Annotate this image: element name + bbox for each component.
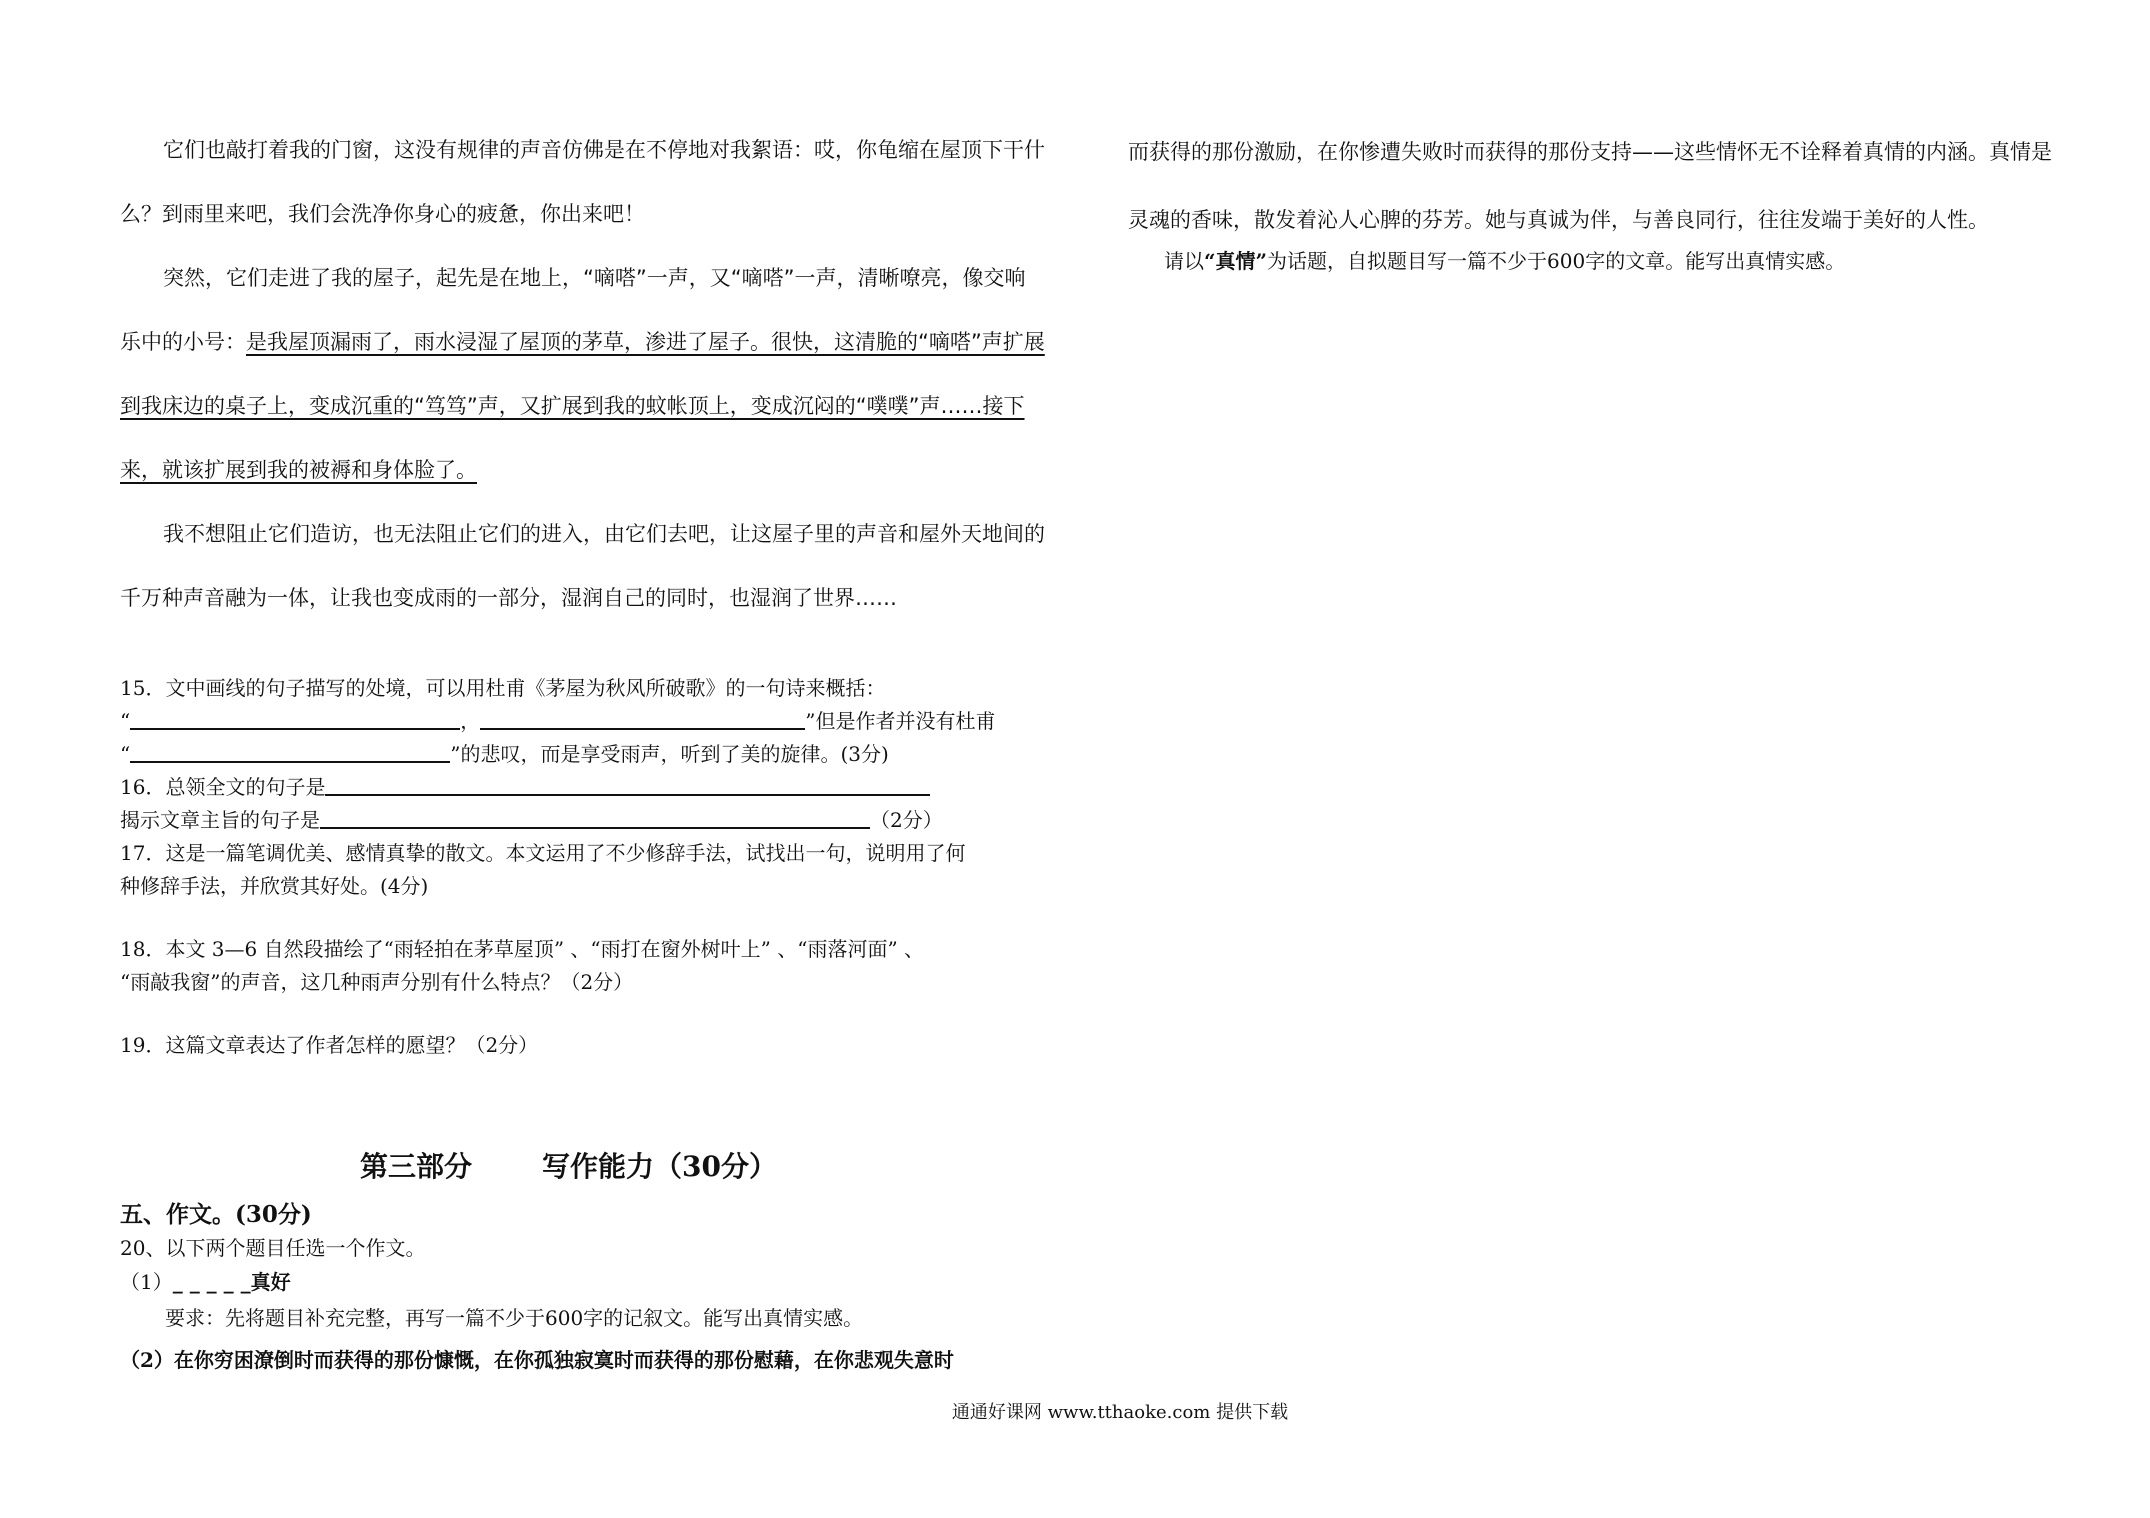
section-name: 写作能力（30分） <box>542 1150 777 1183</box>
answer-space <box>120 903 1060 933</box>
paragraph-2-start: 突然，它们走进了我的屋子，起先是在地上，“嘀嗒”一声，又“嘀嗒”一声，清晰嘹亮，像交响乐中的小号： <box>120 266 1026 354</box>
option-1-title: 真好 <box>250 1270 291 1294</box>
answer-blank-15b[interactable] <box>480 706 805 730</box>
answer-blank-16a[interactable] <box>325 772 930 796</box>
answer-blank-15c[interactable] <box>130 739 450 763</box>
answer-blank-15a[interactable] <box>130 706 460 730</box>
footer-credit: 通通好课网 www.tthaoke.com 提供下载 <box>951 1402 1289 1423</box>
section-title <box>360 1145 777 1185</box>
reading-paragraph-3: 我不想阻止它们造访，也无法阻止它们的进入，由它们去吧，让这屋子里的声音和屋外天地间的千万种声音融为一体，让我也变成雨的一部分，湿润自己的同时，也湿润了世界…… <box>120 522 1045 610</box>
question-15-line-1: 15．文中画线的句子描写的处境，可以用杜甫《茅屋为秋风所破歌》的一句诗来概括： <box>120 676 886 700</box>
question-15-line-3 <box>120 738 1060 771</box>
question-15-line-2 <box>120 705 1060 738</box>
question-16-line-2 <box>120 804 1060 837</box>
option-1 <box>120 1264 1060 1300</box>
underlined-sentence: 是我屋顶漏雨了，雨水浸湿了屋顶的茅草，渗进了屋子。很快，这清脆的“嘀嗒”声扩展到我床边的桌子上，变成沉重的“笃笃”声，又扩展到我的蚊帐顶上，变成沉闷的“噗噗”声……接下来，就该扩展到我的被褥和身体脸了。 <box>120 330 1045 482</box>
question-16-label: 16．总领全文的句子是 <box>120 775 326 799</box>
reading-paragraph-1: 它们也敲打着我的门窗，这没有规律的声音仿佛是在不停地对我絮语：哎，你龟缩在屋顶下干什么？到雨里来吧，我们会洗净你身心的疲惫，你出来吧！ <box>120 138 1045 226</box>
question-19: 19．这篇文章表达了作者怎样的愿望？（2分） <box>120 1033 539 1057</box>
requirement-suffix: 为话题，自拟题目写一篇不少于600字的文章。能写出真情实感。 <box>1267 249 1846 273</box>
question-16-label-2: 揭示文章主旨的句子是 <box>120 808 320 832</box>
option-1-number: （1） <box>120 1270 173 1294</box>
section-part: 第三部分 <box>360 1150 473 1183</box>
question-15-line-2-end: ”但是作者并没有杜甫 <box>805 709 996 733</box>
right-column <box>1128 118 2058 276</box>
writing-heading: 五、作文。(30分) <box>120 1201 312 1228</box>
question-15-line-3-end: ”的悲叹，而是享受雨声，听到了美的旋律。(3分) <box>450 742 889 766</box>
question-18-line-2: “雨敲我窗”的声音，这几种雨声分别有什么特点？（2分） <box>120 970 634 994</box>
open-quote: “ <box>120 709 131 733</box>
questions-block <box>120 672 1060 1062</box>
question-17-line-1: 17．这是一篇笔调优美、感情真挚的散文。本文运用了不少修辞手法，试找出一句，说明用了何 <box>120 841 966 865</box>
question-17-line-2: 种修辞手法，并欣赏其好处。(4分) <box>120 874 429 898</box>
option-2-continued: 而获得的那份激励，在你惨遭失败时而获得的那份支持——这些情怀无不诠释着真情的内涵。真情是灵魂的香味，散发着沁人心脾的芬芳。她与真诚为伴，与善良同行，往往发端于美好的人性。 <box>1128 140 2052 232</box>
answer-space <box>120 999 1060 1029</box>
writing-block <box>120 1198 1060 1378</box>
option-2: （2）在你穷困潦倒时而获得的那份慷慨，在你孤独寂寞时而获得的那份慰藉，在你悲观失意时 <box>120 1348 954 1372</box>
option-1-requirement: 要求：先将题目补充完整，再写一篇不少于600字的记叙文。能写出真情实感。 <box>165 1306 864 1330</box>
question-20: 20、以下两个题目任选一个作文。 <box>120 1236 426 1260</box>
reading-paragraph-2 <box>120 246 1045 502</box>
comma: ， <box>460 709 481 733</box>
question-16-line-1 <box>120 771 1060 804</box>
question-18-line-1: 18．本文 3—6 自然段描绘了“雨轻拍在茅草屋顶” 、“雨打在窗外树叶上” 、“雨落河面” 、 <box>120 937 925 961</box>
open-quote: “ <box>120 742 131 766</box>
option-1-blank: _ _ _ _ _ <box>172 1270 251 1294</box>
question-16-score: （2分） <box>870 808 943 832</box>
topic-word: “真情” <box>1204 249 1268 273</box>
answer-blank-16b[interactable] <box>320 805 870 829</box>
requirement-prefix: 请以 <box>1164 249 1204 273</box>
reading-passage <box>120 118 1045 630</box>
